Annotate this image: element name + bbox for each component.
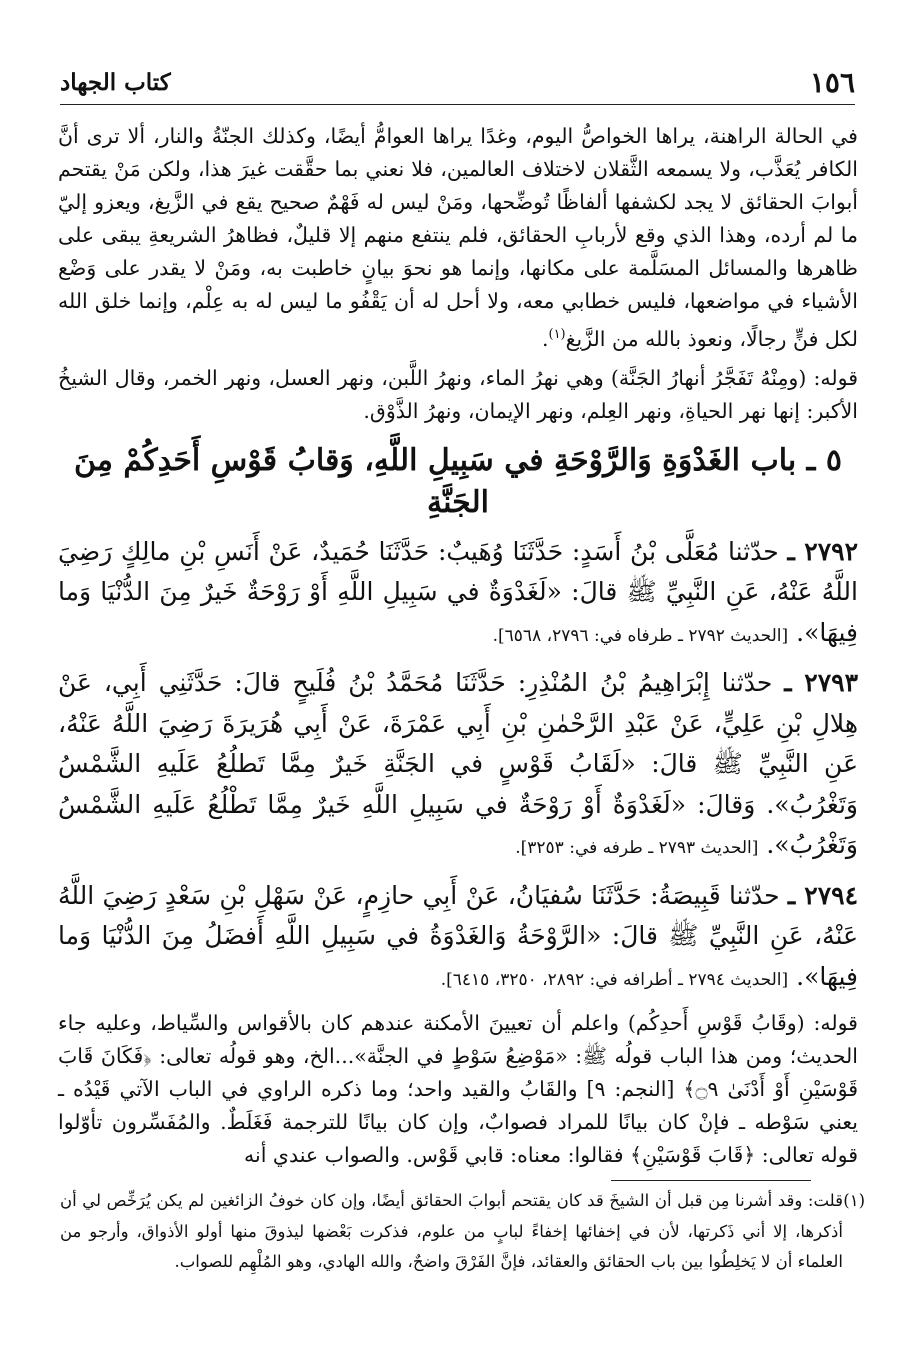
commentary-end-mark: . [541,326,549,351]
hadith-text: حدّثنا إِبْرَاهِيمُ بْنُ المُنْذِرِ: حَدَّثَنَا مُحَمَّدُ بْنُ فُلَيحٍ قالَ: حَدَّثَنِي أَبِي، عَنْ هِلالِ بْنِ عَلِيٍّ، عَنْ عَبْدِ الرَّحْمٰنِ بْنِ أَبِي عَمْرَةَ، عَنْ أَبِي هُرَيرَةَ رَضِيَ اللَّهُ عَنْهُ، عَنِ النَّبِيِّ ﷺ قالَ: «لَقَابُ قَوْسٍ في الجَنَّةِ خَيرٌ مِمَّا تَطلُعُ عَلَيهِ الشَّمْسُ وَتَغْرُبُ». وَقالَ: «لَغَدْوَةٌ أَوْ رَوْحَةٌ في سَبِيلِ اللَّهِ خَيرٌ مِمَّا تَطْلُعُ عَلَيهِ الشَّمْسُ وَتَغْرُبُ». [58,668,858,860]
hadith-reference: [الحديث ٢٧٩٢ ـ طرفاه في: ٢٧٩٦، ٦٥٦٨]. [492,625,789,646]
footnote-reference: (١) [548,327,566,342]
page-number: ١٥٦ [809,65,855,99]
hadith-text: حدّثنا مُعَلَّى بْنُ أَسَدٍ: حَدَّثَنَا وُهَيبٌ: حَدَّثَنَا حُمَيدٌ، عَنْ أَنَسِ بْنِ مالِكٍ رَضِيَ اللَّهُ عَنْهُ، عَنِ النَّبِيِّ ﷺ قالَ: «لَغَدْوَةٌ في سَبِيلِ اللَّهِ أَوْ رَوْحَةٌ خَيرٌ مِنَ الدُّنْيَا وَما فِيهَا». [58,536,858,647]
commentary-paragraph-3: قوله: (وقَابُ قَوْسِ أَحدِكُم) واعلم أن تعيينَ الأمكنة عندهم كان بالأقواس والسِّياط، وعليه جاء الحديث؛ ومن هذا الباب قولُه ﷺ: «مَوْضِعُ سَوْطٍ في الجنَّة»...الخ، وهو قولُه تعالى: ﴿فَكَانَ قَابَ قَوْسَيْنِ أَوْ أَدْنَىٰ ۝٩﴾ [النجم: ٩] والقَابُ والقيد واحد؛ وما ذكره الراوي في الباب الآتي قَيْدُه ـ يعني سَوْطه ـ فإنْ كان بيانًا للمراد فصوابٌ، وإن كان بيانًا للترجمة فَغَلَطٌ. والمُفَسِّرون تأوّلوا قوله تعالى: ﴿قَابَ قَوْسَيْنِ﴾ فقالوا: معناه: قابي قَوْس. والصواب عندي أنه [58,1011,859,1168]
footnote-marker: (١) [843,1191,865,1210]
hadith-number: ٢٧٩٢ ـ [787,536,858,566]
running-title: كتاب الجهاد [60,68,171,96]
page-header [60,60,855,105]
footnote-separator [611,1180,811,1181]
commentary-text: في الحالة الراهنة، يراها الخواصُّ اليوم، وغدًا يراها العوامُّ أيضًا، وكذلك الجنّةُ والنار، ألا ترى أنَّ الكافر يُعَذَّب، ولا يسمعه الثَّقلان لاختلاف العالمين، فلا نعني بما حقَّقت غيرَ هذا، ولكن مَنْ يقتحم أبوابَ الحقائق لا يجد لكشفها ألفاظًا تُوضِّحها، ومَنْ ليس له فَهْمٌ صحيح يقع في الزَّيغ، ويعزو إليّ ما لم أرده، وهذا الذي وقع لأربابِ الحقائق، فلم ينتفع منهم إلا قليلٌ، فظاهرُ الشريعةِ يبقى على ظاهرها والمسائل المسَلَّمة على مكانها، وإنما هو نحوَ بيانٍ خاطبت به، ومَنْ لا يقدر على وَضْع الأشياء في مواضعها، فليس خطابي معه، ولا أحل له أن يَقْفُو ما ليس له به عِلْم، وإنما خلق الله لكل فنٍّ رجالًا، ونعوذ بالله من الزَّيغ [58,124,858,351]
hadith-reference: [الحديث ٢٧٩٣ ـ طرفه في: ٣٢٥٣]. [515,838,759,859]
hadith-reference: [الحديث ٢٧٩٤ ـ أطرافه في: ٢٨٩٢، ٣٢٥٠، ٦٤١٥]. [440,969,789,990]
chapter-heading: ٥ ـ باب الغَدْوَةِ وَالرَّوْحَةِ في سَبِيلِ اللَّهِ، وَقابُ قَوْسِ أَحَدِكُمْ مِنَ الجَنَّةِ [74,442,842,520]
hadith-number: ٢٧٩٣ ـ [784,668,859,698]
hadith-2792 [58,532,858,654]
hadith-text: حدّثنا قَبِيصَةُ: حَدَّثَنَا سُفيَانُ، عَنْ أَبِي حازِمٍ، عَنْ سَهْلِ بْنِ سَعْدٍ رَضِيَ اللَّهُ عَنْهُ، عَنِ النَّبِيِّ ﷺ قالَ: «الرَّوْحَةُ وَالغَدْوَةُ في سَبِيلِ اللَّهِ أَفضَلُ مِنَ الدُّنْيَا وَما فِيهَا». [58,880,858,991]
commentary-paragraph-1 [58,120,858,356]
hadith-number: ٢٧٩٤ ـ [787,880,858,910]
commentary-paragraph-2: قوله: (ومِنْهُ تَفَجَّرُ أنهارُ الجَنَّة) وهي نهرُ الماء، ونهرُ اللَّبن، ونهر العسل، ونهر الخمر، وقال الشيخُ الأكبر: إنها نهر الحياةِ، ونهر العِلم، ونهر الإيمان، ونهرُ الذَّوْق. [58,365,858,423]
hadith-2794 [58,876,858,998]
page-body [58,120,858,1178]
footnote-text: قلت: وقد أشرنا مِن قبل أن الشيخَ قد كان يقتحم أبوابَ الحقائق أيضًا، وإن كان خوفُ الزائغين لم يكن يُرَخِّص لي أن أذكرها، إلا أني ذَكرتها، لأن في إخفائها إخفاءً لبابٍ من علوم، فذكرت بَعْضها ليذوقَ منها أولو الأذواق، وأرجو من العلماء أن لا يَخلِطُوا بين باب الحقائق والعقائد، فإنَّ الفَرْقَ واضحٌ، والله الهادي، وهو المُلْهِم للصواب. [60,1191,843,1271]
footnote [60,1186,865,1278]
hadith-2793 [58,663,858,866]
